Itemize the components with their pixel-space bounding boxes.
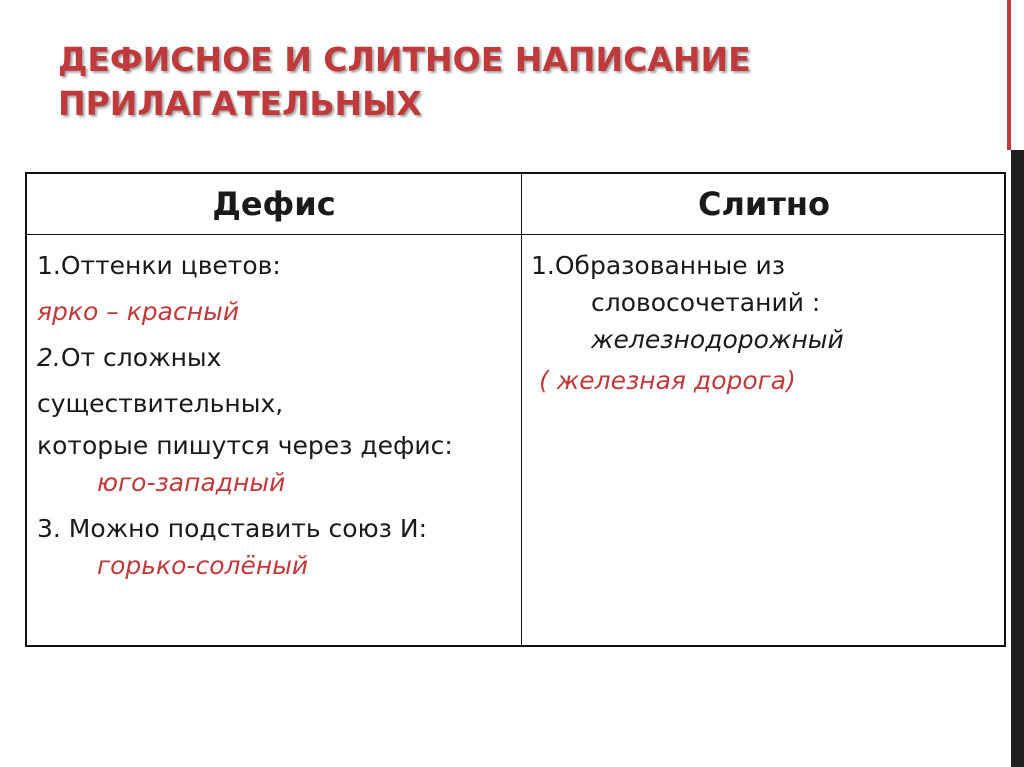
rule-1-example: ярко – красный <box>37 297 240 326</box>
solid-rule-1-example: железнодорожный <box>591 325 844 354</box>
slide-edge-accent-dark <box>1011 150 1024 767</box>
solid-rule-1-source: ( железная дорога) <box>539 366 796 395</box>
rule-2-line-1 <box>37 335 517 381</box>
solid-rules-cell <box>531 235 1001 404</box>
slide-edge-accent-red <box>1007 0 1011 150</box>
rule-2-number: 2. <box>37 343 61 372</box>
rule-3-example: горько-солёный <box>97 551 309 580</box>
rule-1-text: 1.Оттенки цветов: <box>37 251 281 280</box>
rule-2-line-3-text: которые пишутся через дефис: <box>37 431 453 460</box>
rule-2-example: юго-западный <box>97 468 286 497</box>
rule-2-line-3 <box>37 427 517 501</box>
rule-3-text: 3. Можно подставить союз И: <box>37 514 428 543</box>
header-hyphen: Дефис <box>212 185 336 223</box>
rule-2-line-2: существительных, <box>37 389 284 418</box>
solid-rule-1-text: 1.Образованные из словосочетаний : <box>531 251 821 317</box>
solid-rule-1 <box>531 235 1001 358</box>
rule-2-text: От сложных <box>60 343 222 372</box>
header-solid: Слитно <box>698 185 830 223</box>
spelling-rules-table <box>25 172 1006 647</box>
slide-title: ДЕФИСНОЕ И СЛИТНОЕ НАПИСАНИЕ ПРИЛАГАТЕЛЬНЫХ <box>58 40 751 123</box>
table-column-divider <box>521 174 522 645</box>
hyphen-rules-cell <box>37 235 517 584</box>
rule-3 <box>37 510 517 584</box>
